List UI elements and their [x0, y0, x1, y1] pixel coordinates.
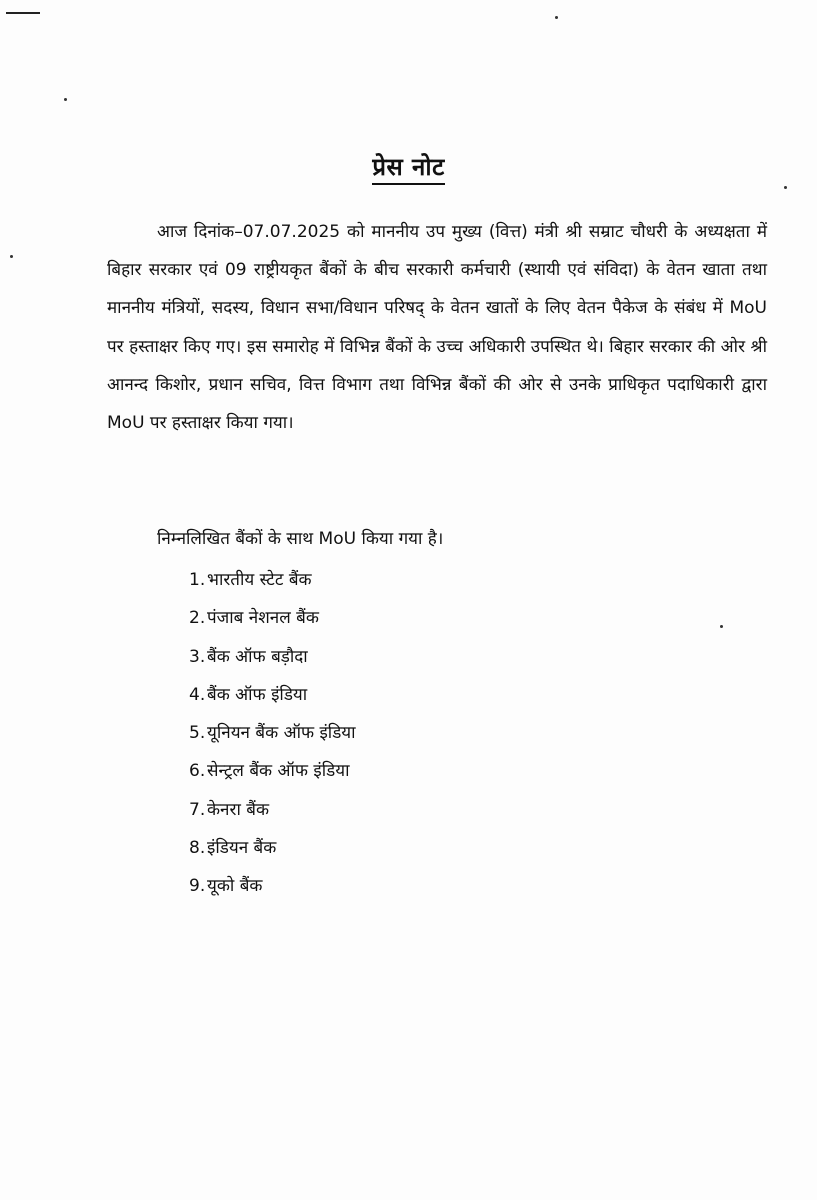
- list-item: [189, 567, 356, 605]
- scan-speck: [784, 186, 787, 189]
- list-item-number: 8.: [189, 838, 206, 859]
- list-item: [189, 644, 356, 682]
- list-item-label: इंडियन बैंक: [207, 838, 277, 859]
- list-item-number: 3.: [189, 646, 206, 667]
- bank-list: [189, 567, 356, 912]
- scan-speck: [64, 98, 67, 101]
- list-item-label: केनरा बैंक: [207, 799, 270, 820]
- list-item-label: पंजाब नेशनल बैंक: [207, 608, 319, 629]
- list-item-label: बैंक ऑफ इंडिया: [207, 684, 308, 705]
- list-item: [189, 797, 356, 835]
- list-item: [189, 720, 356, 758]
- scan-speck: [555, 16, 558, 19]
- list-item-label: सेन्ट्रल बैंक ऑफ इंडिया: [207, 761, 350, 782]
- list-item-label: बैंक ऑफ बड़ौदा: [207, 646, 308, 667]
- list-item-number: 1.: [189, 570, 206, 590]
- list-item-number: 6.: [189, 761, 206, 782]
- list-item-label: भारतीय स्टेट बैंक: [207, 570, 312, 590]
- list-item-label: यूको बैंक: [207, 876, 263, 897]
- list-item-number: 5.: [189, 723, 206, 744]
- scan-speck: [10, 255, 13, 258]
- page-title-text: प्रेस नोट: [372, 153, 444, 185]
- list-item: [189, 835, 356, 873]
- list-item-number: 9.: [189, 876, 206, 897]
- bank-list-intro: निम्नलिखित बैंकों के साथ MoU किया गया है।: [157, 529, 444, 549]
- list-item-number: 2.: [189, 608, 206, 629]
- list-item-number: 4.: [189, 684, 206, 705]
- list-item: [189, 758, 356, 796]
- list-item: [189, 682, 356, 720]
- list-item-label: यूनियन बैंक ऑफ इंडिया: [207, 723, 356, 744]
- list-item: [189, 605, 356, 643]
- list-item-number: 7.: [189, 799, 206, 820]
- scan-speck: [720, 625, 723, 628]
- corner-mark: [6, 12, 40, 14]
- list-item: [189, 873, 356, 911]
- page-title: [0, 150, 817, 183]
- body-paragraph: आज दिनांक–07.07.2025 को माननीय उप मुख्य (वित्त) मंत्री श्री सम्राट चौधरी के अध्यक्षता में बिहार सरकार एवं 09 राष्ट्रीयकृत बैंकों के बीच सरकारी कर्मचारी (स्थायी एवं संविदा) के वेतन खाता तथा माननीय मंत्रियों, सदस्य, विधान सभा/विधान परिषद् के वेतन खातों के लिए वेतन पैकेज के संबंध में MoU पर हस्ताक्षर किए गए। इस समारोह में विभिन्न बैंकों के उच्च अधिकारी उपस्थित थे। बिहार सरकार की ओर श्री आनन्द किशोर, प्रधान सचिव, वित्त विभाग तथा विभिन्न बैंकों की ओर से उनके प्राधिकृत पदाधिकारी द्वारा MoU पर हस्ताक्षर किया गया।: [107, 222, 767, 434]
